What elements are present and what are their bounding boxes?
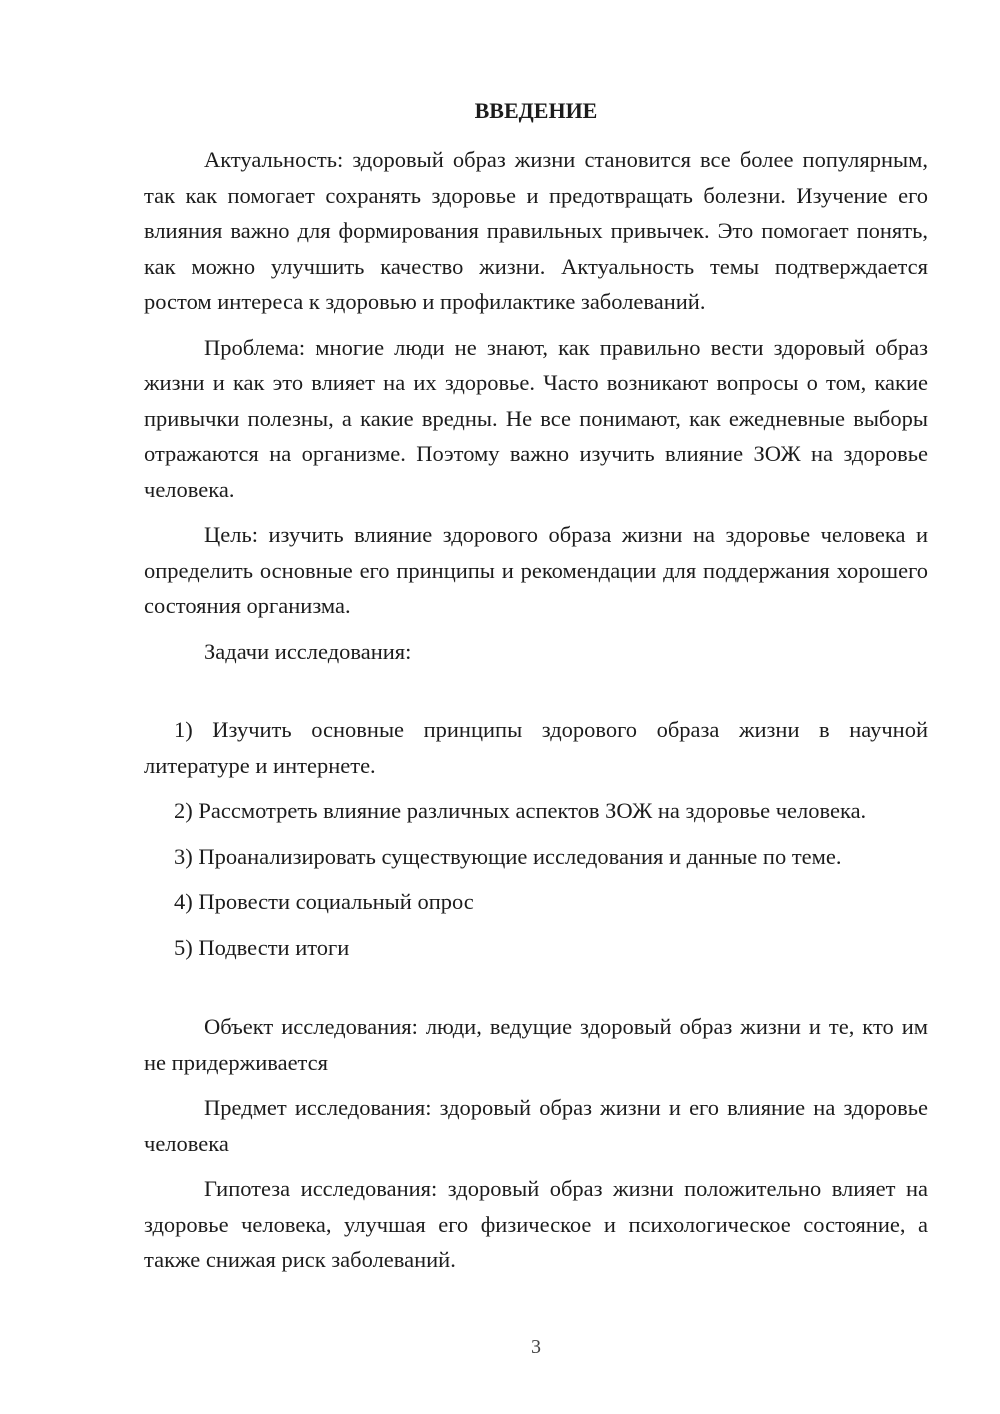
goal-paragraph: Цель: изучить влияние здорового образа жизни на здоровье человека и определить основные его принципы и рекомендации для поддержания хорошего состояния организма.	[144, 522, 928, 618]
page-title: ВВЕДЕНИЕ	[474, 98, 598, 123]
tasks-heading: Задачи исследования:	[204, 638, 412, 664]
problem-paragraph: Проблема: многие люди не знают, как правильно вести здоровый образ жизни и как это влияет на их здоровье. Часто возникают вопросы о том, какие привычки полезны, а какие вредны. Не все понимают, как ежедневные выборы отражаются на организме. Поэтому важно изучить влияние ЗОЖ на здоровье человека.	[144, 334, 928, 502]
task-item-1: 1) Изучить основные принципы здорового образа жизни в научной литературе и интернете.	[144, 717, 928, 778]
task-item-3: 3) Проанализировать существующие исследования и данные по теме.	[174, 843, 842, 869]
task-item-5: 5) Подвести итоги	[174, 934, 350, 960]
task-item-2: 2) Рассмотреть влияние различных аспектов ЗОЖ на здоровье человека.	[174, 798, 867, 823]
tasks-list	[144, 712, 928, 965]
object-paragraph: Объект исследования: люди, ведущие здоровый образ жизни и те, кто им не придерживается	[144, 1014, 928, 1075]
hypothesis-paragraph: Гипотеза исследования: здоровый образ жизни положительно влияет на здоровье человека, улучшая его физическое и психологическое состояние, а также снижая риск заболеваний.	[144, 1176, 928, 1272]
intro-block-2	[144, 1009, 928, 1278]
page-number: 3	[531, 1336, 541, 1358]
intro-block-1	[144, 142, 928, 669]
task-item-4: 4) Провести социальный опрос	[174, 889, 474, 914]
subject-paragraph: Предмет исследования: здоровый образ жизни и его влияние на здоровье человека	[144, 1095, 928, 1156]
relevance-paragraph: Актуальность: здоровый образ жизни становится все более популярным, так как помогает сохранять здоровье и предотвращать болезни. Изучение его влияния важно для формирования правильных привычек. Это помогает понять, как можно улучшить качество жизни. Актуальность темы подтверждается ростом интереса к здоровью и профилактике заболеваний.	[144, 147, 928, 314]
